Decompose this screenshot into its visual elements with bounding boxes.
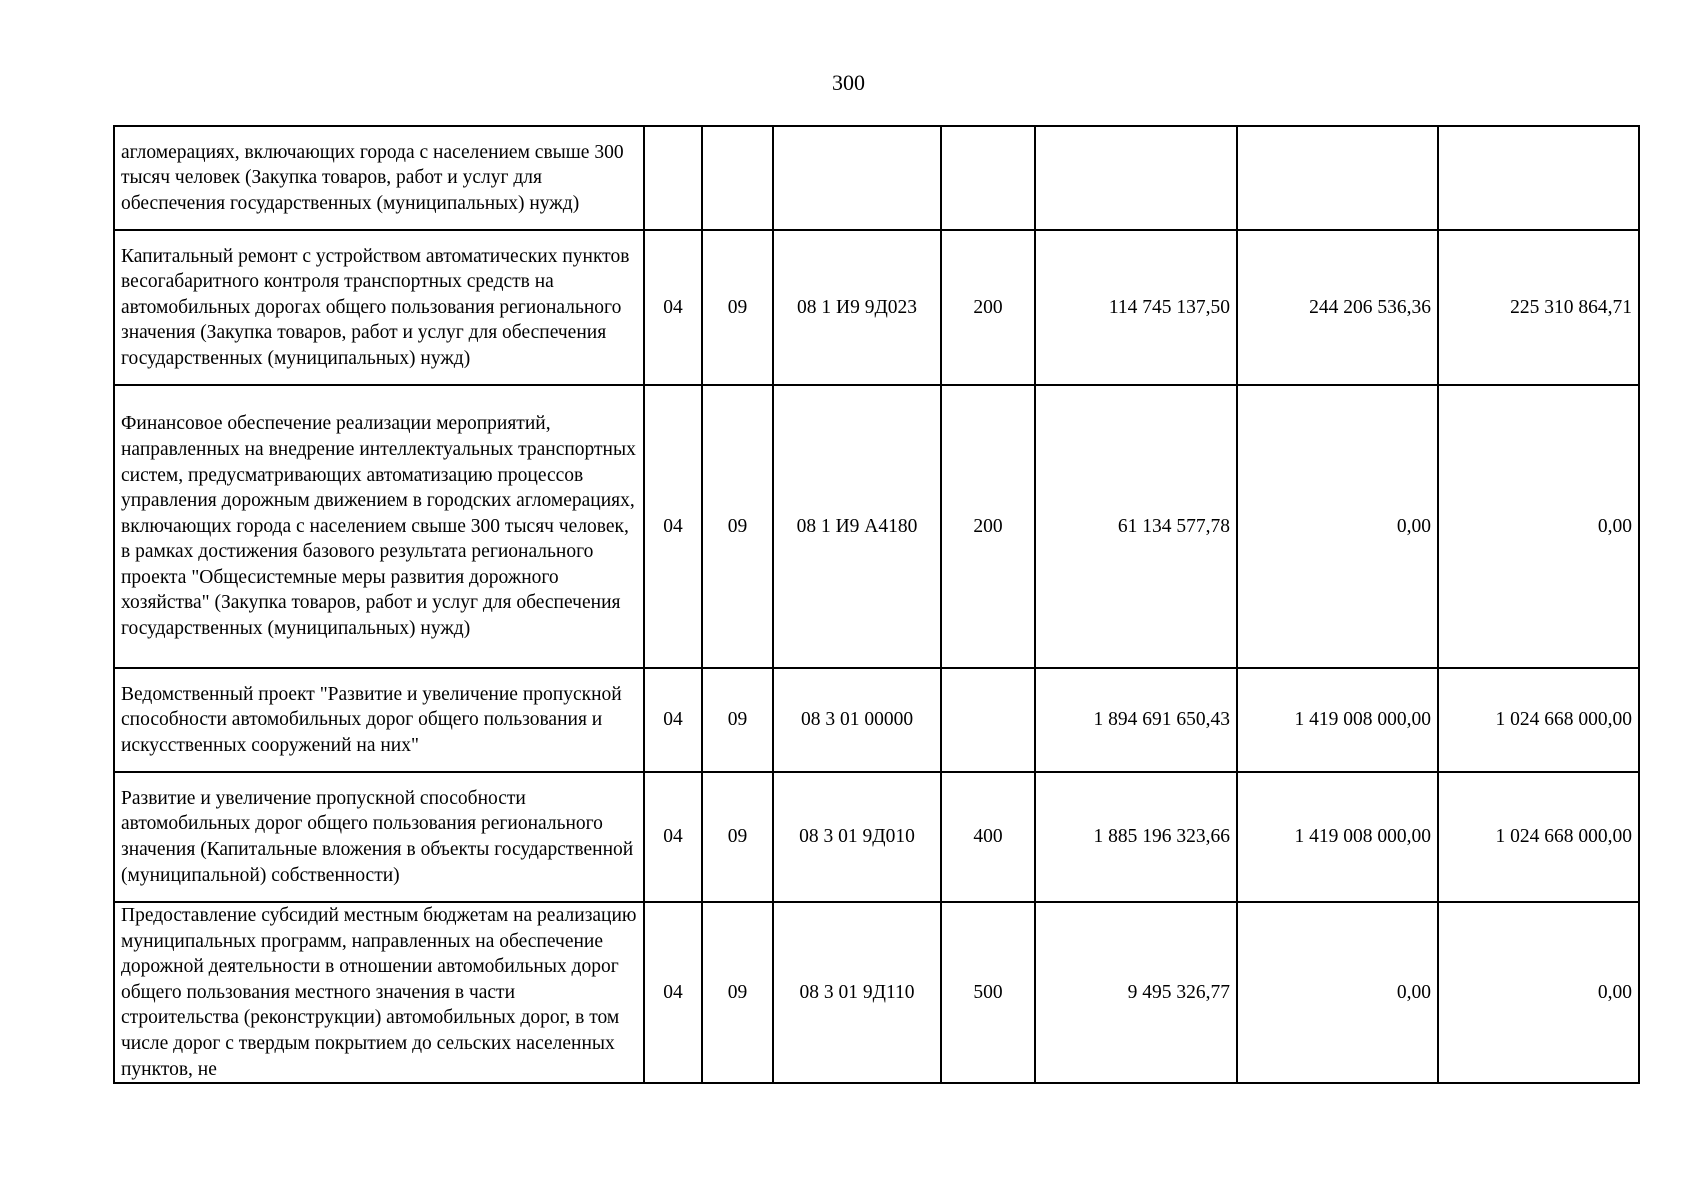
- amount-year-2: 0,00: [1237, 902, 1438, 1083]
- subsection-code: 09: [702, 230, 773, 385]
- section-code: 04: [644, 902, 702, 1083]
- section-code: 04: [644, 668, 702, 772]
- amount-year-1: 9 495 326,77: [1035, 902, 1237, 1083]
- expense-type-code: [941, 126, 1035, 230]
- row-description: Предоставление субсидий местным бюджетам на реализацию муниципальных программ, направленных на обеспечение дорожной деятельности в отношении автомобильных дорог общего пользования местного значения в части строительства (реконструкции) автомобильных дорог, в том числе дорог с твердым покрытием до сельских населенных пунктов, не: [114, 902, 644, 1083]
- amount-year-2: 244 206 536,36: [1237, 230, 1438, 385]
- page-number: 300: [832, 70, 865, 95]
- subsection-code: 09: [702, 772, 773, 902]
- amount-year-3: 225 310 864,71: [1438, 230, 1639, 385]
- expense-type-code: 500: [941, 902, 1035, 1083]
- amount-year-2: 1 419 008 000,00: [1237, 668, 1438, 772]
- target-article-code: 08 3 01 9Д110: [773, 902, 941, 1083]
- amount-year-1: 1 885 196 323,66: [1035, 772, 1237, 902]
- table-row: [114, 902, 1639, 1083]
- amount-year-1: [1035, 126, 1237, 230]
- expense-type-code: 200: [941, 385, 1035, 668]
- amount-year-2: 1 419 008 000,00: [1237, 772, 1438, 902]
- amount-year-2: 0,00: [1237, 385, 1438, 668]
- expense-type-code: 400: [941, 772, 1035, 902]
- target-article-code: 08 1 И9 А4180: [773, 385, 941, 668]
- amount-year-3: 1 024 668 000,00: [1438, 772, 1639, 902]
- table-row: [114, 126, 1639, 230]
- amount-year-1: 1 894 691 650,43: [1035, 668, 1237, 772]
- amount-year-2: [1237, 126, 1438, 230]
- section-code: [644, 126, 702, 230]
- amount-year-3: [1438, 126, 1639, 230]
- section-code: 04: [644, 385, 702, 668]
- section-code: 04: [644, 772, 702, 902]
- amount-year-3: 0,00: [1438, 385, 1639, 668]
- table-row: [114, 772, 1639, 902]
- table-row: [114, 668, 1639, 772]
- target-article-code: 08 3 01 9Д010: [773, 772, 941, 902]
- amount-year-3: 1 024 668 000,00: [1438, 668, 1639, 772]
- row-description: Капитальный ремонт с устройством автоматических пунктов весогабаритного контроля транспортных средств на автомобильных дорогах общего пользования регионального значения (Закупка товаров, работ и услуг для обеспечения государственных (муниципальных) нужд): [114, 230, 644, 385]
- budget-table: [113, 125, 1640, 1084]
- subsection-code: [702, 126, 773, 230]
- subsection-code: 09: [702, 902, 773, 1083]
- table-row: [114, 230, 1639, 385]
- target-article-code: 08 1 И9 9Д023: [773, 230, 941, 385]
- row-description: Финансовое обеспечение реализации мероприятий, направленных на внедрение интеллектуальных транспортных систем, предусматривающих автоматизацию процессов управления дорожным движением в городских агломерациях, включающих города с населением свыше 300 тысяч человек, в рамках достижения базового результата регионального проекта "Общесистемные меры развития дорожного хозяйства" (Закупка товаров, работ и услуг для обеспечения государственных (муниципальных) нужд): [114, 385, 644, 668]
- section-code: 04: [644, 230, 702, 385]
- subsection-code: 09: [702, 385, 773, 668]
- amount-year-1: 114 745 137,50: [1035, 230, 1237, 385]
- target-article-code: [773, 126, 941, 230]
- row-description: Развитие и увеличение пропускной способности автомобильных дорог общего пользования регионального значения (Капитальные вложения в объекты государственной (муниципальной) собственности): [114, 772, 644, 902]
- amount-year-3: 0,00: [1438, 902, 1639, 1083]
- expense-type-code: [941, 668, 1035, 772]
- row-description: Ведомственный проект "Развитие и увеличение пропускной способности автомобильных дорог общего пользования и искусственных сооружений на них": [114, 668, 644, 772]
- expense-type-code: 200: [941, 230, 1035, 385]
- amount-year-1: 61 134 577,78: [1035, 385, 1237, 668]
- row-description: агломерациях, включающих города с населением свыше 300 тысяч человек (Закупка товаров, работ и услуг для обеспечения государственных (муниципальных) нужд): [114, 126, 644, 230]
- subsection-code: 09: [702, 668, 773, 772]
- target-article-code: 08 3 01 00000: [773, 668, 941, 772]
- table-row: [114, 385, 1639, 668]
